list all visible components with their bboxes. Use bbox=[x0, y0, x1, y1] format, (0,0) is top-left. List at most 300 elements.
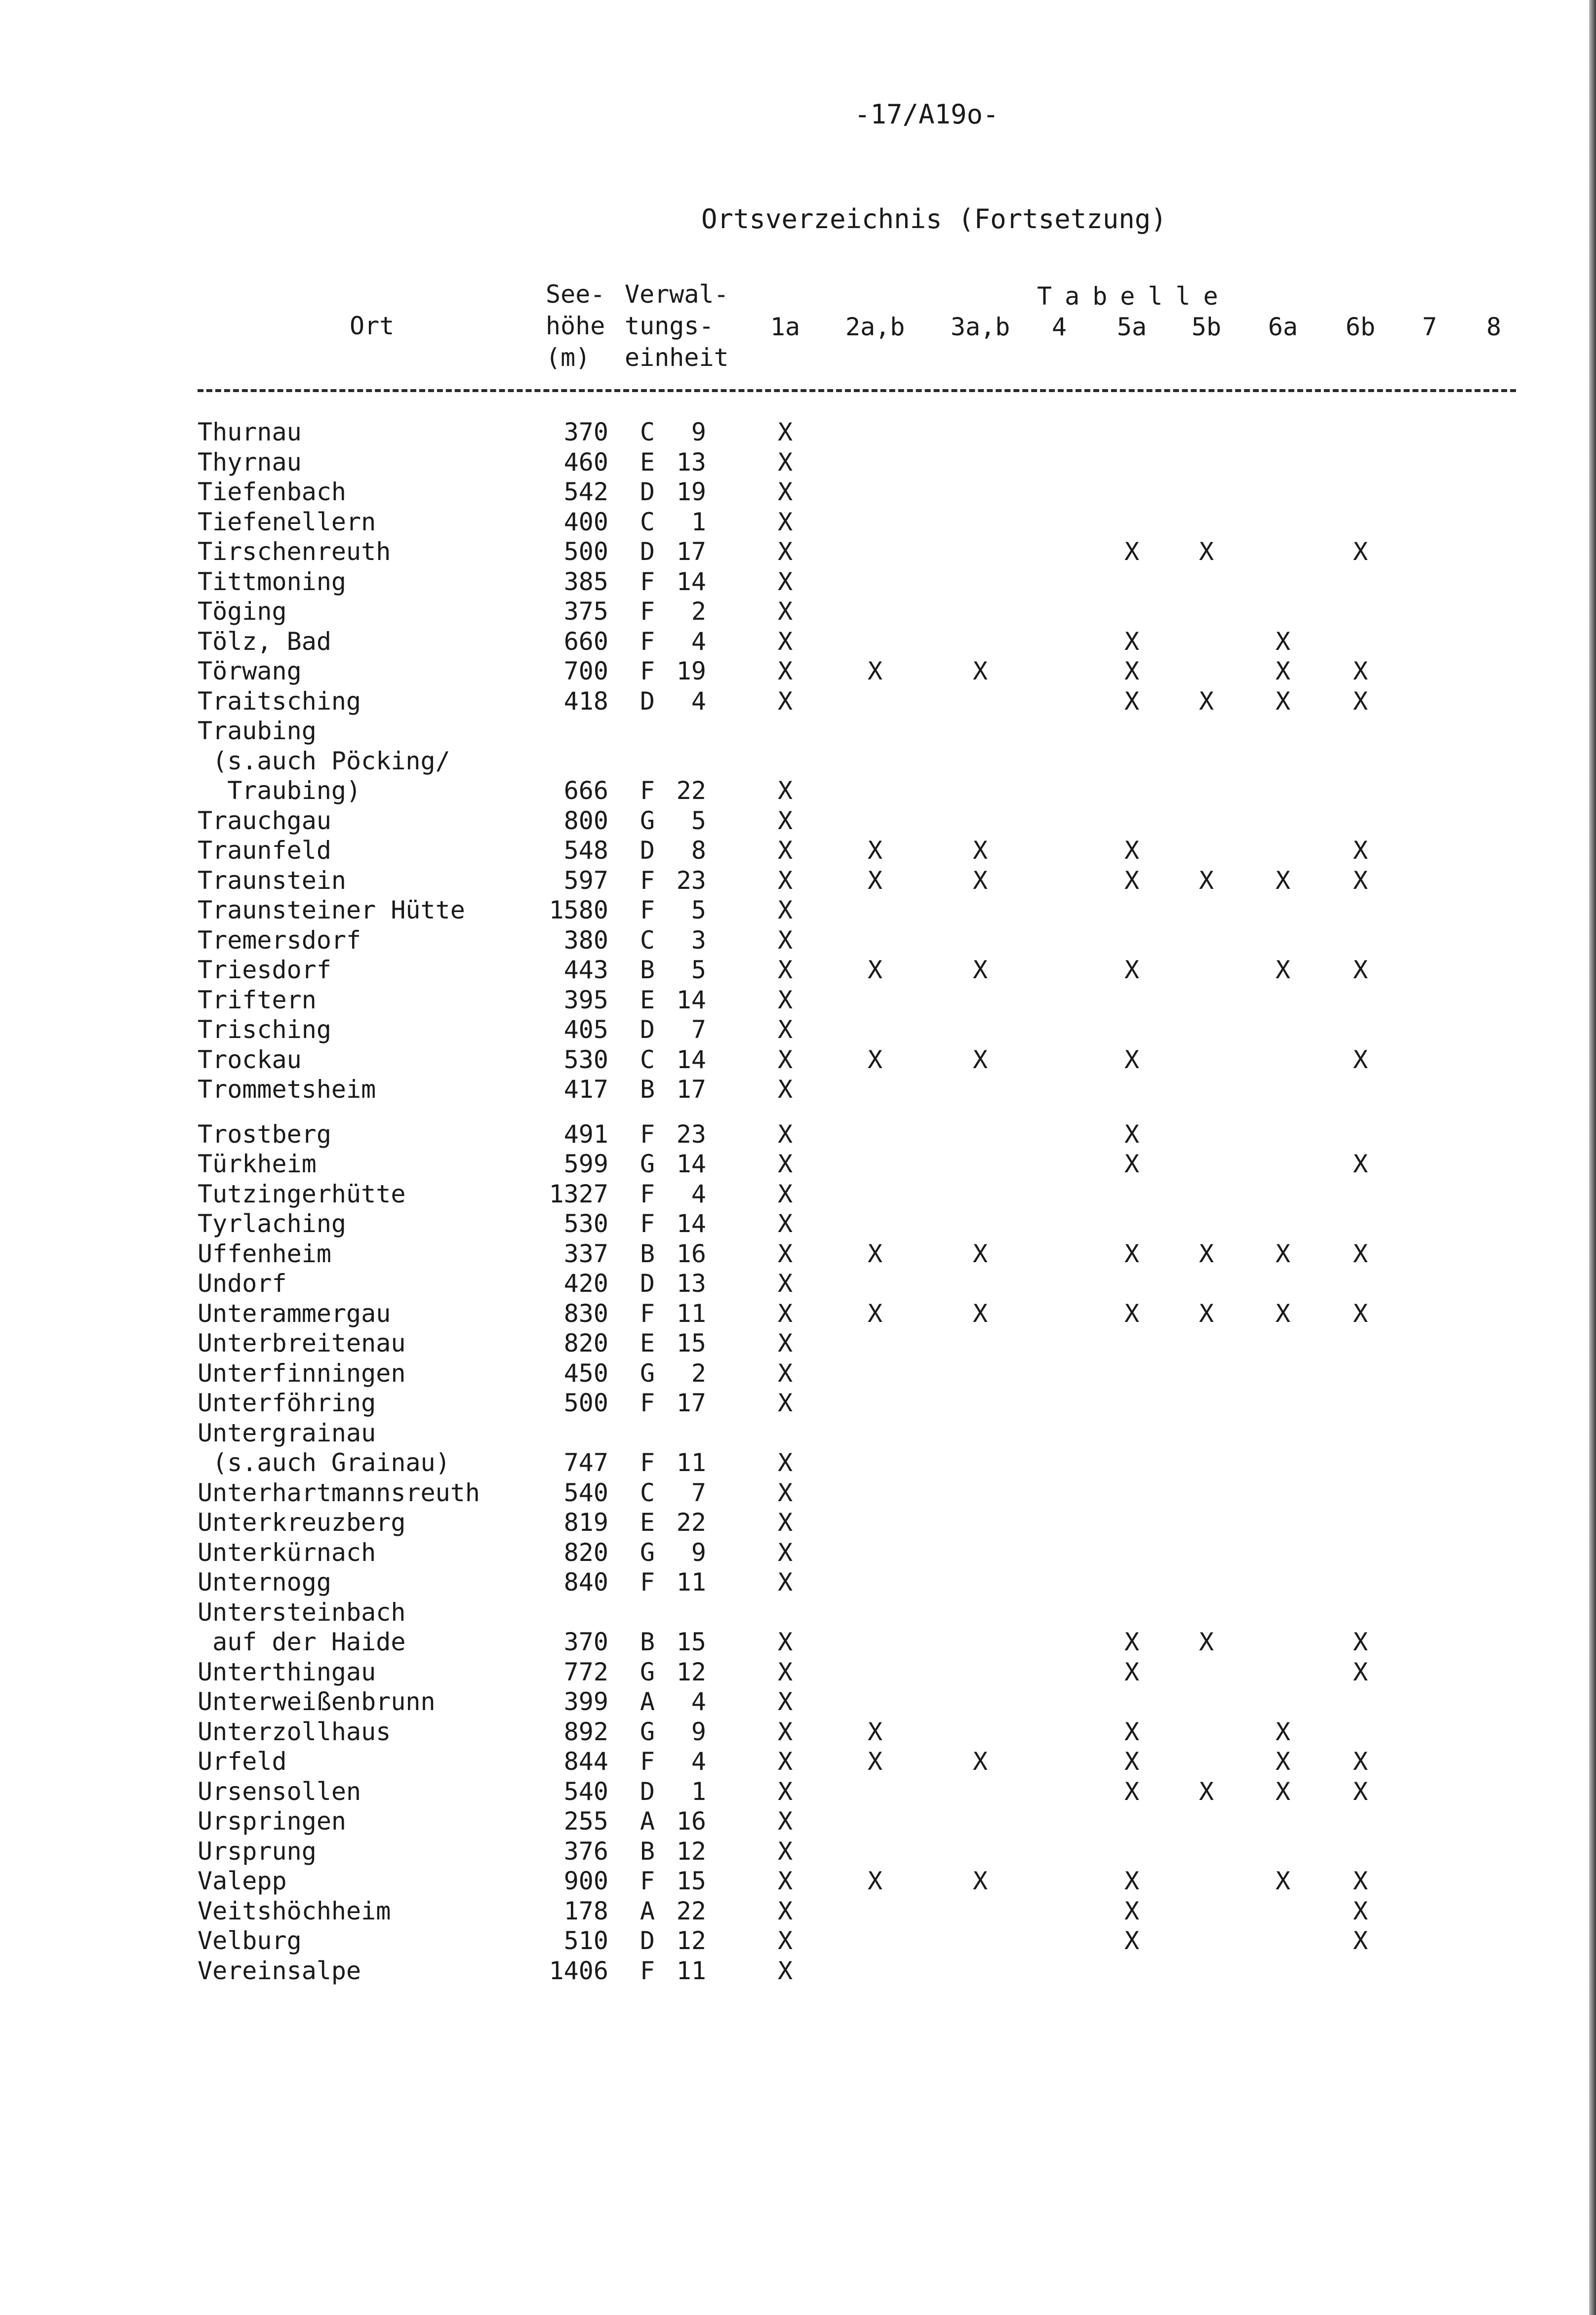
header-verwaltung-line: tungs- bbox=[625, 312, 714, 340]
table-mark: X bbox=[777, 1269, 793, 1298]
table-mark: X bbox=[972, 956, 988, 984]
table-row bbox=[0, 686, 1596, 717]
table-row bbox=[0, 1209, 1596, 1239]
seehoehe-value: 500 bbox=[563, 537, 608, 566]
ort-name: Triftern bbox=[198, 985, 317, 1014]
table-row bbox=[0, 1508, 1596, 1538]
seehoehe-value: 420 bbox=[563, 1269, 608, 1298]
table-row bbox=[0, 1717, 1596, 1747]
verwaltung-number: 11 bbox=[676, 1956, 706, 1985]
table-row bbox=[0, 537, 1596, 567]
table-mark: X bbox=[777, 896, 793, 924]
verwaltung-number: 11 bbox=[676, 1448, 706, 1477]
table-row bbox=[0, 1328, 1596, 1358]
verwaltung-letter: D bbox=[640, 686, 655, 716]
ort-name: Traunstein bbox=[198, 866, 347, 895]
table-mark: X bbox=[1275, 1239, 1291, 1268]
verwaltung-letter: C bbox=[640, 418, 655, 446]
verwaltung-letter: E bbox=[640, 985, 655, 1014]
verwaltung-letter: C bbox=[640, 925, 655, 955]
table-mark: X bbox=[1275, 686, 1291, 716]
table-mark: X bbox=[1124, 1896, 1140, 1925]
verwaltung-letter: F bbox=[640, 1448, 655, 1477]
seehoehe-value: 1406 bbox=[549, 1956, 608, 1985]
header-col-5a: 5a bbox=[1117, 313, 1147, 341]
verwaltung-number: 11 bbox=[676, 1568, 706, 1597]
ort-name: Ursensollen bbox=[198, 1777, 361, 1806]
verwaltung-letter: G bbox=[640, 1717, 655, 1746]
table-mark: X bbox=[972, 866, 988, 895]
ort-name: Trockau bbox=[198, 1045, 302, 1074]
ort-name: Törwang bbox=[198, 657, 302, 685]
ort-name: Unterkreuzberg bbox=[198, 1508, 406, 1537]
table-mark: X bbox=[777, 1836, 793, 1866]
table-mark: X bbox=[1124, 1119, 1140, 1149]
verwaltung-number: 19 bbox=[676, 657, 706, 685]
verwaltung-letter: D bbox=[640, 1777, 655, 1806]
table-row bbox=[0, 1045, 1596, 1075]
verwaltung-number: 23 bbox=[676, 1119, 706, 1149]
table-mark: X bbox=[867, 1867, 883, 1895]
table-mark: X bbox=[1124, 1150, 1140, 1178]
table-mark: X bbox=[777, 1926, 793, 1955]
table-mark: X bbox=[777, 507, 793, 536]
seehoehe-value: 666 bbox=[563, 776, 608, 805]
table-mark: X bbox=[1124, 1926, 1140, 1955]
verwaltung-letter: F bbox=[640, 597, 655, 626]
table-mark: X bbox=[777, 1747, 793, 1776]
table-mark: X bbox=[777, 1717, 793, 1746]
verwaltung-letter: C bbox=[640, 507, 655, 536]
table-mark: X bbox=[972, 1867, 988, 1895]
table-row bbox=[0, 1896, 1596, 1926]
table-mark: X bbox=[1353, 1299, 1368, 1328]
table-mark: X bbox=[867, 657, 883, 685]
table-mark: X bbox=[1353, 866, 1368, 895]
header-seehoehe-line: See- bbox=[546, 280, 605, 309]
verwaltung-number: 17 bbox=[676, 1389, 706, 1417]
verwaltung-letter: F bbox=[640, 1568, 655, 1597]
table-mark: X bbox=[777, 1389, 793, 1417]
table-mark: X bbox=[1353, 1150, 1368, 1178]
table-mark: X bbox=[1124, 1717, 1140, 1746]
verwaltung-letter: F bbox=[640, 866, 655, 895]
table-mark: X bbox=[1198, 1299, 1214, 1328]
verwaltung-letter: A bbox=[640, 1896, 655, 1925]
seehoehe-value: 597 bbox=[563, 866, 608, 895]
table-row bbox=[0, 866, 1596, 896]
ort-name: Thyrnau bbox=[198, 447, 302, 477]
header-tabelle: Tabelle bbox=[1037, 282, 1231, 311]
table-mark: X bbox=[777, 1299, 793, 1328]
table-row bbox=[0, 955, 1596, 985]
verwaltung-number: 22 bbox=[676, 1508, 706, 1537]
verwaltung-number: 15 bbox=[676, 1867, 706, 1895]
verwaltung-letter: E bbox=[640, 447, 655, 477]
seehoehe-value: 800 bbox=[563, 806, 608, 835]
table-mark: X bbox=[1124, 1299, 1140, 1328]
verwaltung-letter: F bbox=[640, 657, 655, 685]
seehoehe-value: 370 bbox=[563, 418, 608, 446]
table-mark: X bbox=[777, 478, 793, 506]
table-mark: X bbox=[1124, 1747, 1140, 1776]
table-mark: X bbox=[777, 1956, 793, 1985]
ort-name: Vereinsalpe bbox=[198, 1956, 361, 1985]
table-mark: X bbox=[867, 1299, 883, 1328]
seehoehe-value: 599 bbox=[563, 1150, 608, 1178]
seehoehe-value: 540 bbox=[563, 1478, 608, 1507]
table-row bbox=[0, 1478, 1596, 1508]
table-mark: X bbox=[777, 1896, 793, 1925]
table-mark: X bbox=[1124, 537, 1140, 566]
table-mark: X bbox=[1275, 1299, 1291, 1328]
verwaltung-letter: C bbox=[640, 1478, 655, 1507]
verwaltung-number: 9 bbox=[691, 1717, 706, 1746]
seehoehe-value: 337 bbox=[563, 1239, 608, 1268]
verwaltung-number: 4 bbox=[691, 686, 706, 716]
table-mark: X bbox=[777, 1777, 793, 1806]
table-mark: X bbox=[1124, 956, 1140, 984]
verwaltung-letter: D bbox=[640, 836, 655, 865]
table-mark: X bbox=[1275, 1747, 1291, 1776]
table-mark: X bbox=[1353, 1045, 1368, 1074]
page-number: -17/A19o- bbox=[854, 99, 999, 130]
verwaltung-letter: D bbox=[640, 1926, 655, 1955]
ort-name: Traubing bbox=[198, 717, 317, 745]
verwaltung-number: 14 bbox=[676, 985, 706, 1014]
table-mark: X bbox=[867, 866, 883, 895]
table-mark: X bbox=[1198, 1777, 1214, 1806]
seehoehe-value: 255 bbox=[563, 1807, 608, 1836]
verwaltung-number: 1 bbox=[691, 507, 706, 536]
ort-name: Traunsteiner Hütte bbox=[198, 896, 465, 924]
ort-name: (s.auch Pöcking/ bbox=[198, 746, 450, 775]
verwaltung-number: 16 bbox=[676, 1807, 706, 1836]
verwaltung-letter: D bbox=[640, 1269, 655, 1298]
ort-name: Unterföhring bbox=[198, 1389, 376, 1417]
table-mark: X bbox=[777, 1119, 793, 1149]
seehoehe-value: 542 bbox=[563, 478, 608, 506]
table-row bbox=[0, 1926, 1596, 1956]
verwaltung-letter: E bbox=[640, 1329, 655, 1357]
table-row bbox=[0, 1448, 1596, 1478]
table-mark: X bbox=[777, 537, 793, 566]
table-mark: X bbox=[1124, 1045, 1140, 1074]
ort-name: Valepp bbox=[198, 1867, 287, 1895]
table-mark: X bbox=[777, 925, 793, 955]
table-mark: X bbox=[1124, 836, 1140, 865]
verwaltung-number: 17 bbox=[676, 537, 706, 566]
table-row bbox=[0, 895, 1596, 925]
table-mark: X bbox=[1353, 1657, 1368, 1686]
verwaltung-letter: G bbox=[640, 1150, 655, 1178]
ort-name: Uffenheim bbox=[198, 1239, 331, 1268]
verwaltung-number: 15 bbox=[676, 1329, 706, 1357]
header-col-7: 7 bbox=[1422, 313, 1437, 341]
header-verwaltung-line: Verwal- bbox=[625, 280, 729, 309]
verwaltung-letter: F bbox=[640, 896, 655, 924]
verwaltung-number: 14 bbox=[676, 1045, 706, 1074]
table-mark: X bbox=[777, 1867, 793, 1895]
table-mark: X bbox=[972, 657, 988, 685]
verwaltung-number: 15 bbox=[676, 1628, 706, 1656]
table-mark: X bbox=[1353, 836, 1368, 865]
seehoehe-value: 385 bbox=[563, 567, 608, 596]
ort-name: Tittmoning bbox=[198, 567, 347, 596]
table-mark: X bbox=[777, 447, 793, 477]
seehoehe-value: 900 bbox=[563, 1867, 608, 1895]
ort-name: Unterbreitenau bbox=[198, 1329, 406, 1357]
table-mark: X bbox=[777, 1329, 793, 1357]
verwaltung-number: 13 bbox=[676, 1269, 706, 1298]
verwaltung-letter: B bbox=[640, 1239, 655, 1268]
seehoehe-value: 178 bbox=[563, 1896, 608, 1925]
verwaltung-number: 8 bbox=[691, 836, 706, 865]
verwaltung-letter: G bbox=[640, 1657, 655, 1686]
table-row bbox=[0, 806, 1596, 836]
verwaltung-number: 7 bbox=[691, 1015, 706, 1044]
table-row bbox=[0, 716, 1596, 746]
seehoehe-value: 370 bbox=[563, 1628, 608, 1656]
table-mark: X bbox=[777, 567, 793, 596]
table-mark: X bbox=[777, 1209, 793, 1238]
ort-name: Trommetsheim bbox=[198, 1075, 376, 1104]
table-mark: X bbox=[1275, 627, 1291, 656]
verwaltung-number: 11 bbox=[676, 1299, 706, 1328]
seehoehe-value: 892 bbox=[563, 1717, 608, 1746]
verwaltung-letter: F bbox=[640, 1956, 655, 1985]
ort-name: Tyrlaching bbox=[198, 1209, 347, 1238]
table-mark: X bbox=[1124, 1867, 1140, 1895]
ort-name: Untergrainau bbox=[198, 1418, 376, 1447]
table-mark: X bbox=[1353, 1867, 1368, 1895]
verwaltung-letter: D bbox=[640, 537, 655, 566]
seehoehe-value: 443 bbox=[563, 956, 608, 984]
table-mark: X bbox=[1124, 686, 1140, 716]
seehoehe-value: 844 bbox=[563, 1747, 608, 1776]
table-mark: X bbox=[1198, 866, 1214, 895]
ort-name: Unterzollhaus bbox=[198, 1717, 391, 1746]
verwaltung-number: 14 bbox=[676, 1209, 706, 1238]
table-mark: X bbox=[1124, 1239, 1140, 1268]
table-mark: X bbox=[777, 627, 793, 656]
ort-name: Untersteinbach bbox=[198, 1597, 406, 1627]
table-mark: X bbox=[1353, 1747, 1368, 1776]
table-mark: X bbox=[1124, 866, 1140, 895]
table-row bbox=[0, 507, 1596, 537]
table-mark: X bbox=[1124, 657, 1140, 685]
verwaltung-number: 16 bbox=[676, 1239, 706, 1268]
seehoehe-value: 530 bbox=[563, 1209, 608, 1238]
verwaltung-number: 5 bbox=[691, 806, 706, 835]
verwaltung-number: 23 bbox=[676, 866, 706, 895]
table-row bbox=[0, 1075, 1596, 1105]
seehoehe-value: 376 bbox=[563, 1836, 608, 1866]
table-mark: X bbox=[777, 1045, 793, 1074]
header-col-3ab: 3a,b bbox=[951, 313, 1010, 341]
table-row bbox=[0, 1538, 1596, 1568]
seehoehe-value: 747 bbox=[563, 1448, 608, 1477]
verwaltung-number: 12 bbox=[676, 1836, 706, 1866]
table-mark: X bbox=[867, 956, 883, 984]
seehoehe-value: 417 bbox=[563, 1075, 608, 1104]
table-mark: X bbox=[777, 836, 793, 865]
verwaltung-letter: D bbox=[640, 1015, 655, 1044]
ort-name: Unterthingau bbox=[198, 1657, 376, 1686]
seehoehe-value: 395 bbox=[563, 985, 608, 1014]
verwaltung-letter: F bbox=[640, 1299, 655, 1328]
verwaltung-letter: F bbox=[640, 1867, 655, 1895]
verwaltung-letter: G bbox=[640, 806, 655, 835]
ort-name: Tiefenbach bbox=[198, 478, 347, 506]
table-mark: X bbox=[972, 1239, 988, 1268]
table-mark: X bbox=[1124, 627, 1140, 656]
table-mark: X bbox=[777, 1657, 793, 1686]
table-mark: X bbox=[777, 1150, 793, 1178]
table-row bbox=[0, 1836, 1596, 1867]
verwaltung-letter: F bbox=[640, 567, 655, 596]
verwaltung-number: 9 bbox=[691, 1538, 706, 1567]
table-row bbox=[0, 477, 1596, 507]
ort-name: Türkheim bbox=[198, 1150, 317, 1178]
ort-name: Tremersdorf bbox=[198, 925, 361, 955]
verwaltung-number: 7 bbox=[691, 1478, 706, 1507]
verwaltung-number: 4 bbox=[691, 627, 706, 656]
verwaltung-number: 22 bbox=[676, 776, 706, 805]
verwaltung-letter: F bbox=[640, 1209, 655, 1238]
seehoehe-value: 820 bbox=[563, 1538, 608, 1567]
verwaltung-number: 4 bbox=[691, 1747, 706, 1776]
header-col-2ab: 2a,b bbox=[845, 313, 905, 341]
verwaltung-number: 4 bbox=[691, 1179, 706, 1208]
seehoehe-value: 700 bbox=[563, 657, 608, 685]
table-row bbox=[0, 656, 1596, 686]
table-mark: X bbox=[1275, 1777, 1291, 1806]
table-mark: X bbox=[777, 806, 793, 835]
table-mark: X bbox=[867, 1045, 883, 1074]
verwaltung-letter: F bbox=[640, 1747, 655, 1776]
seehoehe-value: 500 bbox=[563, 1389, 608, 1417]
table-row bbox=[0, 1956, 1596, 1986]
header-col-4: 4 bbox=[1051, 313, 1067, 341]
ort-name: Unterkürnach bbox=[198, 1538, 376, 1567]
seehoehe-value: 400 bbox=[563, 507, 608, 536]
table-row bbox=[0, 925, 1596, 956]
table-mark: X bbox=[777, 1179, 793, 1208]
table-mark: X bbox=[1124, 1777, 1140, 1806]
seehoehe-value: 491 bbox=[563, 1119, 608, 1149]
seehoehe-value: 660 bbox=[563, 627, 608, 656]
table-mark: X bbox=[1353, 1926, 1368, 1955]
table-mark: X bbox=[867, 836, 883, 865]
seehoehe-value: 540 bbox=[563, 1777, 608, 1806]
ort-name: Ursprung bbox=[198, 1836, 317, 1866]
table-mark: X bbox=[777, 1568, 793, 1597]
table-mark: X bbox=[1353, 686, 1368, 716]
ort-name: Veitshöchheim bbox=[198, 1896, 391, 1925]
ort-name: Unterweißenbrunn bbox=[198, 1687, 436, 1716]
ort-name: Trisching bbox=[198, 1015, 331, 1044]
page-title: Ortsverzeichnis (Fortsetzung) bbox=[701, 203, 1167, 235]
verwaltung-number: 17 bbox=[676, 1075, 706, 1104]
table-mark: X bbox=[1275, 657, 1291, 685]
table-row bbox=[0, 1747, 1596, 1777]
seehoehe-value: 399 bbox=[563, 1687, 608, 1716]
header-seehoehe bbox=[546, 279, 605, 373]
table-row bbox=[0, 1015, 1596, 1045]
verwaltung-number: 12 bbox=[676, 1657, 706, 1686]
seehoehe-value: 530 bbox=[563, 1045, 608, 1074]
table-mark: X bbox=[777, 1687, 793, 1716]
verwaltung-letter: A bbox=[640, 1687, 655, 1716]
table-row bbox=[0, 1299, 1596, 1329]
table-mark: X bbox=[1275, 1867, 1291, 1895]
table-mark: X bbox=[1124, 1657, 1140, 1686]
table-row bbox=[0, 1239, 1596, 1269]
table-row bbox=[0, 1657, 1596, 1687]
verwaltung-number: 14 bbox=[676, 567, 706, 596]
table-row bbox=[0, 776, 1596, 806]
verwaltung-number: 14 bbox=[676, 1150, 706, 1178]
seehoehe-value: 1580 bbox=[549, 896, 608, 924]
table-mark: X bbox=[777, 1239, 793, 1268]
ort-name: Unterhartmannsreuth bbox=[198, 1478, 480, 1507]
header-verwaltungseinheit bbox=[625, 279, 729, 373]
header-col-5b: 5b bbox=[1191, 313, 1222, 341]
table-row bbox=[0, 417, 1596, 447]
ort-name: Traitsching bbox=[198, 686, 361, 716]
table-mark: X bbox=[777, 1358, 793, 1388]
table-row bbox=[0, 567, 1596, 597]
table-mark: X bbox=[1353, 657, 1368, 685]
seehoehe-value: 820 bbox=[563, 1329, 608, 1357]
verwaltung-number: 5 bbox=[691, 896, 706, 924]
table-row bbox=[0, 1388, 1596, 1418]
ort-name: Velburg bbox=[198, 1926, 302, 1955]
table-mark: X bbox=[777, 866, 793, 895]
seehoehe-value: 1327 bbox=[549, 1179, 608, 1208]
ort-name: Tiefenellern bbox=[198, 507, 376, 536]
verwaltung-letter: B bbox=[640, 956, 655, 984]
verwaltung-number: 5 bbox=[691, 956, 706, 984]
header-col-6b: 6b bbox=[1345, 313, 1376, 341]
table-mark: X bbox=[777, 418, 793, 446]
verwaltung-letter: C bbox=[640, 1045, 655, 1074]
table-mark: X bbox=[1353, 1896, 1368, 1925]
table-mark: X bbox=[1353, 1777, 1368, 1806]
seehoehe-value: 450 bbox=[563, 1358, 608, 1388]
table-mark: X bbox=[777, 686, 793, 716]
table-mark: X bbox=[777, 1478, 793, 1507]
verwaltung-letter: D bbox=[640, 478, 655, 506]
table-row bbox=[0, 1358, 1596, 1389]
table-mark: X bbox=[1353, 537, 1368, 566]
verwaltung-number: 12 bbox=[676, 1926, 706, 1955]
verwaltung-letter: F bbox=[640, 776, 655, 805]
ort-name: Unternogg bbox=[198, 1568, 331, 1597]
table-row bbox=[0, 447, 1596, 478]
table-row bbox=[0, 1149, 1596, 1179]
ort-name: auf der Haide bbox=[198, 1628, 406, 1656]
table-row bbox=[0, 1567, 1596, 1597]
verwaltung-number: 2 bbox=[691, 1358, 706, 1388]
verwaltung-number: 19 bbox=[676, 478, 706, 506]
table-mark: X bbox=[777, 1448, 793, 1477]
table-mark: X bbox=[777, 1015, 793, 1044]
header-col-6a: 6a bbox=[1268, 313, 1298, 341]
table-mark: X bbox=[777, 776, 793, 805]
header-divider bbox=[198, 389, 1516, 392]
